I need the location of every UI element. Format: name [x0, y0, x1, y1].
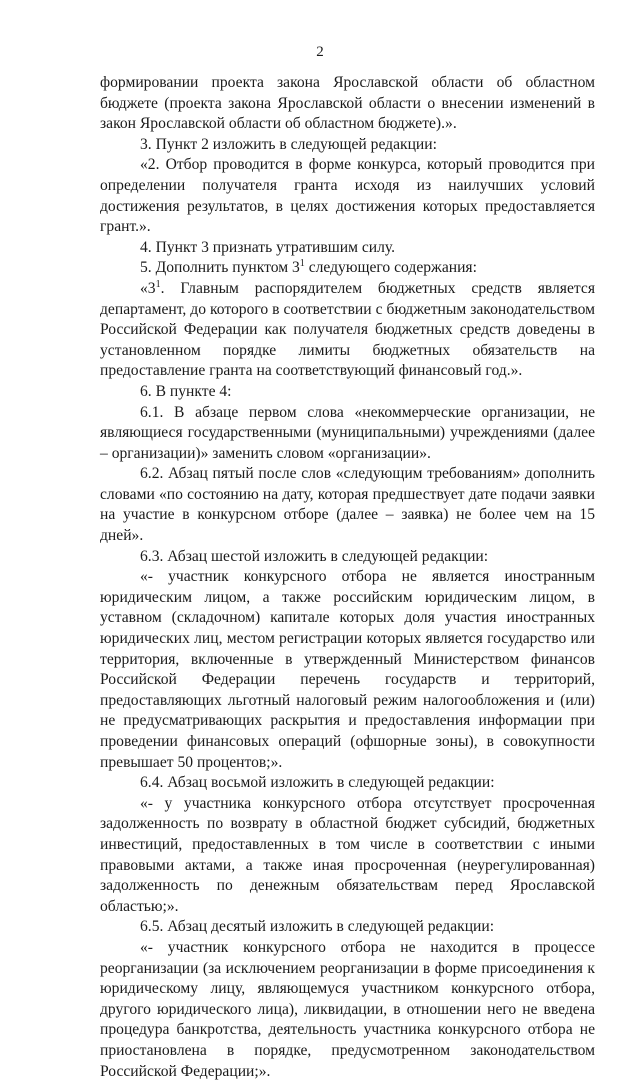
paragraph-item-3: 3. Пункт 2 изложить в следующей редакции: — [140, 135, 437, 153]
paragraph-item-6-4: 6.4. Абзац восьмой изложить в следующей редакции: — [140, 774, 495, 792]
paragraph-item-6-3: 6.3. Абзац шестой изложить в следующей редакции: — [140, 547, 489, 565]
paragraph-item-6-4-text: «- у участника конкурсного отбора отсутствует просроченная задолженность по возврату в областной бюджет субсидий, бюджетных инвестиций, предоставленных в том числе в соответствии с иными правовыми актами, а также иная просроченная (неурегулированная) задолженность по денежным обязательствам перед Ярославской областью;». — [100, 794, 595, 915]
paragraph-item-4: 4. Пункт 3 признать утратившим силу. — [140, 238, 396, 256]
paragraph-item-3-text: «2. Отбор проводится в форме конкурса, который проводится при определении получателя гранта исходя из наилучших условий достижения результатов, в целях достижения которых предоставляется грант.». — [100, 156, 595, 236]
paragraph-item-6-5: 6.5. Абзац десятый изложить в следующей редакции: — [140, 918, 495, 936]
paragraph-item-6: 6. В пункте 4: — [140, 382, 232, 400]
paragraph-item-5-text-pre: «3 — [140, 279, 156, 297]
paragraph-item-5-text-sup: 1 — [155, 278, 161, 290]
document-body — [100, 73, 595, 1082]
paragraph-item-6-5-text: «- участник конкурсного отбора не находится в процессе реорганизации (за исключением реорганизации в форме присоединения к юридическому лицу, являющемуся участником конкурсного отбора, другого юридического лица), ликвидации, в отношении него не введена процедура банкротства, деятельность участника конкурсного отбора не приостановлена в порядке, предусмотренном законодательством Российской Федерации;». — [100, 938, 595, 1080]
page-number: 2 — [316, 44, 324, 60]
paragraph-item-6-3-text: «- участник конкурсного отбора не является иностранным юридическим лицом, а также российским юридическим лицом, в уставном (складочном) капитале которых доля участия иностранных юридических лиц, местом регистрации которых является государство или территория, включенные в утвержденный Министерством финансов Российской Федерации перечень государств и территорий, предоставляющих льготный налоговый режим налогообложения и (или) не предусматривающих раскрытия и предоставления информации при проведении финансовых операций (офшорные зоны), в совокупности превышает 50 процентов;». — [100, 568, 595, 771]
paragraph-continuation: формировании проекта закона Ярославской области об областном бюджете (проекта закона Ярославской области о внесении изменений в закон Ярославской области об областном бюджете).». — [100, 74, 595, 133]
paragraph-item-5-sup: 1 — [299, 258, 305, 270]
paragraph-item-5-post: следующего содержания: — [304, 259, 477, 277]
paragraph-item-5-text — [100, 279, 595, 382]
paragraph-item-5 — [100, 258, 595, 279]
paragraph-item-5-text-post: . Главным распорядителем бюджетных средств является департамент, до которого в соответствии с бюджетным законодательством Российской Федерации как получателя бюджетных средств доведены в установленном порядке лимиты бюджетных обязательств на предоставление гранта на соответствующий финансовый год.». — [100, 279, 595, 380]
paragraph-item-5-pre: 5. Дополнить пунктом 3 — [140, 259, 300, 277]
paragraph-item-6-2: 6.2. Абзац пятый после слов «следующим требованиям» дополнить словами «по состоянию на дату, которая предшествует дате подачи заявки на участие в конкурсном отборе (далее – заявка) не более чем на 15 дней». — [100, 465, 595, 545]
paragraph-item-6-1: 6.1. В абзаце первом слова «некоммерческие организации, не являющиеся государственными (муниципальными) учреждениями (далее – организации)» заменить словом «организации». — [100, 403, 595, 462]
